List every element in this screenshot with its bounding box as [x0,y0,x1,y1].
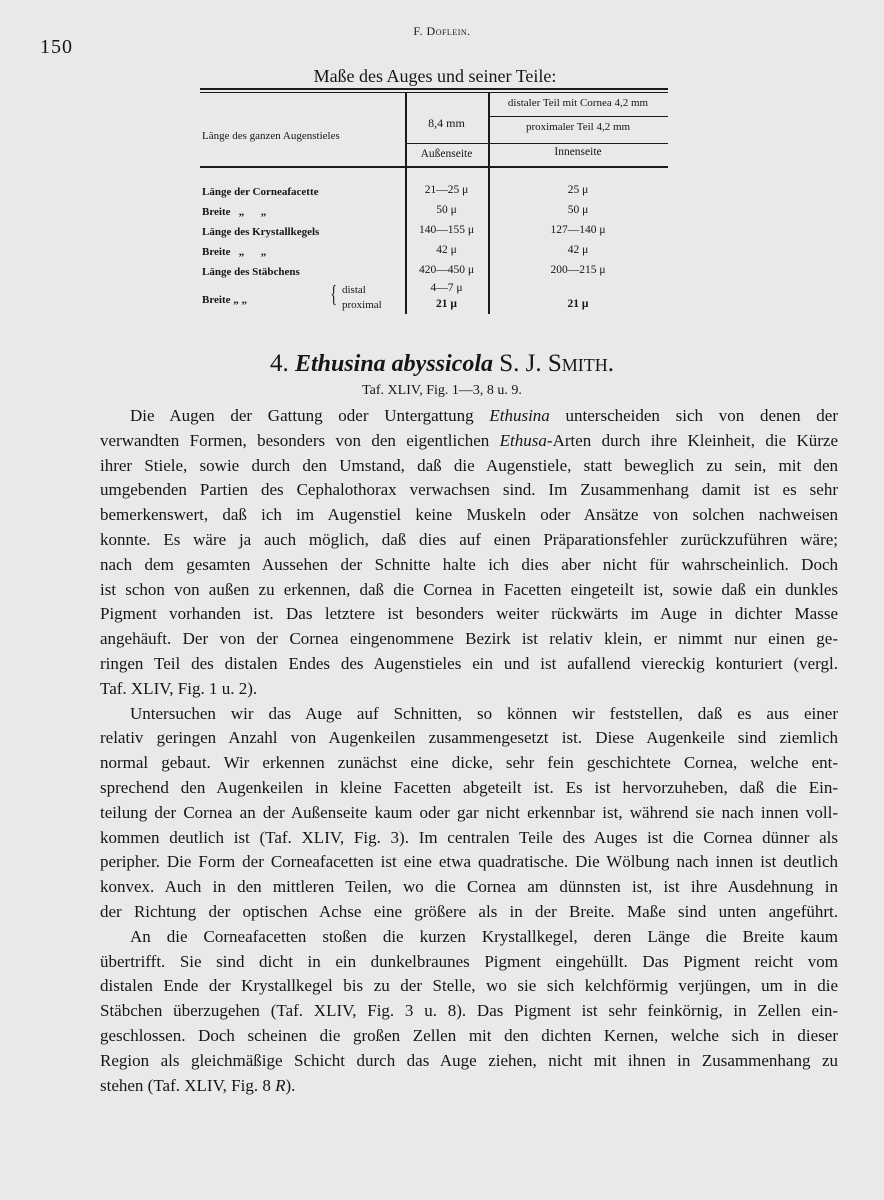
cell-proximal-outer: 21 μ [436,298,457,310]
text-segment: ihrer Stiele, sowie durch den Umstand, daß die Augenstiele, statt beweglich zu sein, mit den [100,455,838,475]
text-segment: Untersuchen wir das Auge auf Schnitten, so können wir feststellen, daß es aus einer [130,703,838,723]
text-segment: distalen Ende der Krystallkegel bis zu der Stelle, wo sie sich kelchförmig verjüngen, um in die [100,976,838,996]
body-text [100,404,838,1098]
text-line [100,429,838,454]
text-line [100,974,838,999]
measurements-table [200,88,668,316]
text-segment: normal gebaut. Wir erkennen zunächst eine dicke, sehr fein geschichtete Cornea, welche ent- [100,753,838,773]
header-outer: Außenseite [420,148,473,160]
brace: { [330,282,338,308]
cell-outer: 21—25 μ [424,184,469,196]
header-inner: Innenseite [554,146,602,158]
text-line [100,627,838,652]
header-total: 8,4 mm [428,116,465,130]
text-segment: Stäbchen überzugehen (Taf. XLIV, Fig. 3 u. 8). Das Pigment ist sehr feinkörnig, in Zellen ein- [100,1001,838,1021]
cell-outer: 140—155 μ [418,224,475,236]
text-line [100,702,838,727]
text-line [100,875,838,900]
italic-term: Ethusina [489,406,550,425]
table-caption: Maße des Auges und seiner Teile: [313,66,557,86]
text-segment: stehen (Taf. XLIV, Fig. 8 [100,1075,276,1095]
text-segment: umgebenden Partien des Cephalothorax verwachsen sind. Im Zusammenhang damit ist es sehr [100,480,838,500]
cell-inner: 127—140 μ [550,224,606,236]
text-line [100,776,838,801]
text-line [100,1074,838,1099]
sub-label-proximal: proximal [342,299,382,311]
text-line [100,454,838,479]
text-segment: ). [285,1075,296,1095]
text-line [100,900,838,925]
text-line [100,652,838,677]
text-segment: kommen deutlich ist (Taf. XLIV, Fig. 3). Im centralen Teile des Auges ist die Cornea dünner als [100,827,838,847]
text-line [100,850,838,875]
text-segment: Taf. XLIV, Fig. 1 u. 2). [100,678,258,698]
text-segment: konnte. Es wäre ja auch möglich, daß dies auf einen Präparationsfehler zurückzuführen wäre; [100,529,838,549]
cell-inner: 50 μ [567,204,589,216]
text-line [100,950,838,975]
italic-term: R [275,1075,286,1095]
species-author: S. J. Smith. [499,350,615,377]
cell-outer: 42 μ [436,244,457,256]
section-heading [0,350,884,378]
cell-inner: 200—215 μ [550,264,606,276]
header-distal: distaler Teil mit Cornea 4,2 mm [507,97,649,109]
text-segment: bemerkenswert, daß ich im Augenstiel keine Muskeln oder Ansätze von solchen nachweisen [100,505,838,525]
row-label: Länge des Stäbchens [202,266,300,278]
row-label: Länge des Krystallkegels [202,226,320,238]
text-segment: Pigment vorhanden ist. Das letztere ist besonders weiter rückwärts im Auge in dichter Masse [100,604,838,624]
text-segment: geschlossen. Doch scheinen die großen Zellen mit den dichten Kernen, welche sich in dieser [100,1025,838,1045]
cell-outer: 420—450 μ [418,264,475,276]
text-segment: verwandten Formen, besonders von den eigentlichen [100,430,500,450]
running-head: F. Doflein. [413,24,471,38]
row-label: Breite „ „ [202,294,248,306]
text-line [100,751,838,776]
text-segment: übertrifft. Sie sind dicht in ein dunkelbraunes Pigment eingehüllt. Das Pigment reicht vom [100,951,838,971]
text-segment: -Arten durch ihre Kleinheit, die Kürze [546,430,838,450]
text-segment: nach dem gesamten Aussehen der Schnitte halte ich dies aber nicht für wahrscheinlich. Doch [100,554,838,574]
table-top-rule-thin [200,92,668,93]
text-segment: Region als gleichmäßige Schicht durch das Auge ziehen, nicht mit ihnen in Zusammenhang zu [100,1050,838,1070]
text-segment: peripher. Die Form der Corneafacetten ist eine etwa quadratische. Die Wölbung nach innen ist deutlich [100,852,838,872]
row-label: Länge der Corneafacette [202,186,319,198]
text-segment: ist schon von außen zu erkennen, daß die Cornea in Facetten eingeteilt ist, sowie daß ein dunkles [100,579,838,599]
row-label: Breite „ „ [202,206,267,218]
text-line [100,578,838,603]
header-proximal: proximaler Teil 4,2 mm [525,121,631,133]
section-number: 4. [269,350,289,377]
sub-label-distal: distal [342,284,366,296]
text-line [100,1049,838,1074]
text-segment: An die Corneafacetten stoßen die kurzen Krystallkegel, deren Länge die Breite kaum [130,926,838,946]
species-name: Ethusina abyssicola [294,351,493,377]
text-line [100,553,838,578]
header-bottom-rule [200,166,668,168]
cell-proximal-inner: 21 μ [567,298,589,310]
text-line [100,478,838,503]
cell-inner: 42 μ [567,244,589,256]
italic-term: Ethusa [499,430,547,450]
text-line [100,503,838,528]
row-label: Breite „ „ [202,246,267,258]
text-line [100,999,838,1024]
text-segment: angehäuft. Der von der Cornea eingenommene Bezirk ist relativ klein, er nimmt nur einen ge- [100,629,838,649]
text-segment: sprechend den Augenkeilen in kleine Facetten abgeteilt ist. Es ist hervorzuheben, daß die Ein- [100,777,838,797]
text-line [100,826,838,851]
table-top-rule [200,88,668,90]
text-line [100,404,838,429]
text-segment: unterscheiden sich von denen der [549,406,838,425]
text-line [100,726,838,751]
header-divider-distal [488,116,668,117]
text-line [100,925,838,950]
text-segment: Die Augen der Gattung oder Untergattung [130,406,490,425]
cell-outer: 50 μ [436,204,457,216]
text-segment: konvex. Auch in den mittleren Teilen, wo die Cornea am dünnsten ist, ist ihre Ausdehnung in [100,877,838,897]
text-line [100,801,838,826]
text-line [100,677,838,702]
header-divider-sides [405,143,668,144]
text-line [100,602,838,627]
text-segment: teilung der Cornea an der Außenseite kaum oder gar nicht erkennbar ist, während sie nach innen voll- [100,802,838,822]
plate-reference: Taf. XLIV, Fig. 1—3, 8 u. 9. [362,383,522,398]
text-line [100,1024,838,1049]
cell-distal-outer: 4—7 μ [430,282,463,294]
text-segment: der Richtung der optischen Achse eine größere als in der Breite. Maße sind unten angeführt. [100,901,838,921]
text-segment: relativ geringen Anzahl von Augenkeilen zusammengesetzt ist. Diese Augenkeile sind ziemlich [100,728,838,748]
header-row-label: Länge des ganzen Augenstieles [202,130,340,142]
cell-inner: 25 μ [567,184,589,196]
page-number: 150 [40,36,73,58]
text-line [100,528,838,553]
text-segment: ringen Teil des distalen Endes des Augenstieles ein und ist aufallend viereckig konturiert (vergl. [100,653,838,673]
